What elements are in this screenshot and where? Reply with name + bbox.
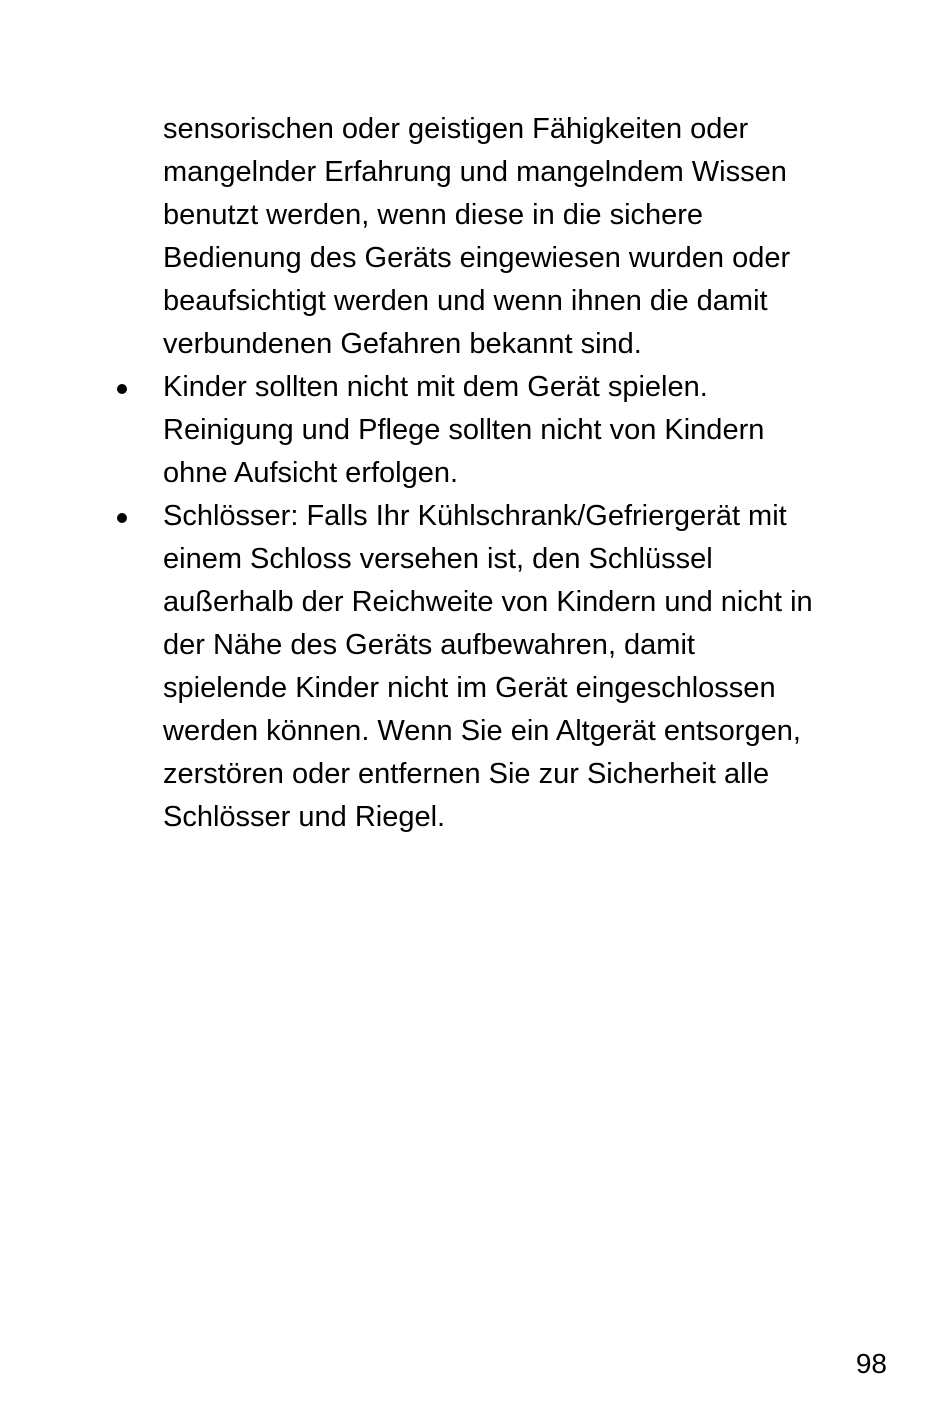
text-line: spielende Kinder nicht im Gerät eingeschlossen	[163, 672, 776, 704]
text-line: Kinder sollten nicht mit dem Gerät spielen.	[163, 371, 708, 403]
text-line: zerstören oder entfernen Sie zur Sicherheit alle	[163, 758, 770, 790]
text-line: Schlösser: Falls Ihr Kühlschrank/Gefriergerät mit	[163, 500, 787, 532]
text-line: außerhalb der Reichweite von Kindern und nicht in	[163, 586, 813, 618]
text-line: sensorischen oder geistigen Fähigkeiten oder	[163, 113, 749, 145]
page-content	[110, 108, 900, 839]
bullet-item-children-play	[110, 366, 900, 495]
text-line: einem Schloss versehen ist, den Schlüssel	[163, 543, 713, 575]
text-line: Schlösser und Riegel.	[163, 801, 446, 833]
text-line: der Nähe des Geräts aufbewahren, damit	[163, 629, 695, 661]
text-line: verbundenen Gefahren bekannt sind.	[163, 328, 642, 360]
bullet-item-locks	[110, 495, 900, 839]
text-line: mangelnder Erfahrung und mangelndem Wissen	[163, 156, 787, 188]
text-line: Bedienung des Geräts eingewiesen wurden oder	[163, 242, 791, 274]
text-line: beaufsichtigt werden und wenn ihnen die damit	[163, 285, 768, 317]
bullet-first-line	[110, 495, 900, 538]
bullet-icon	[117, 513, 127, 523]
page-number: 98	[855, 1348, 887, 1379]
text-line: Reinigung und Pflege sollten nicht von Kindern	[163, 414, 765, 446]
bullet-icon	[117, 384, 127, 394]
continuation-paragraph	[110, 108, 900, 366]
text-line: ohne Aufsicht erfolgen.	[163, 457, 459, 489]
text-line: werden können. Wenn Sie ein Altgerät entsorgen,	[163, 715, 801, 747]
bullet-first-line	[110, 366, 900, 409]
text-line: benutzt werden, wenn diese in die sichere	[163, 199, 704, 231]
